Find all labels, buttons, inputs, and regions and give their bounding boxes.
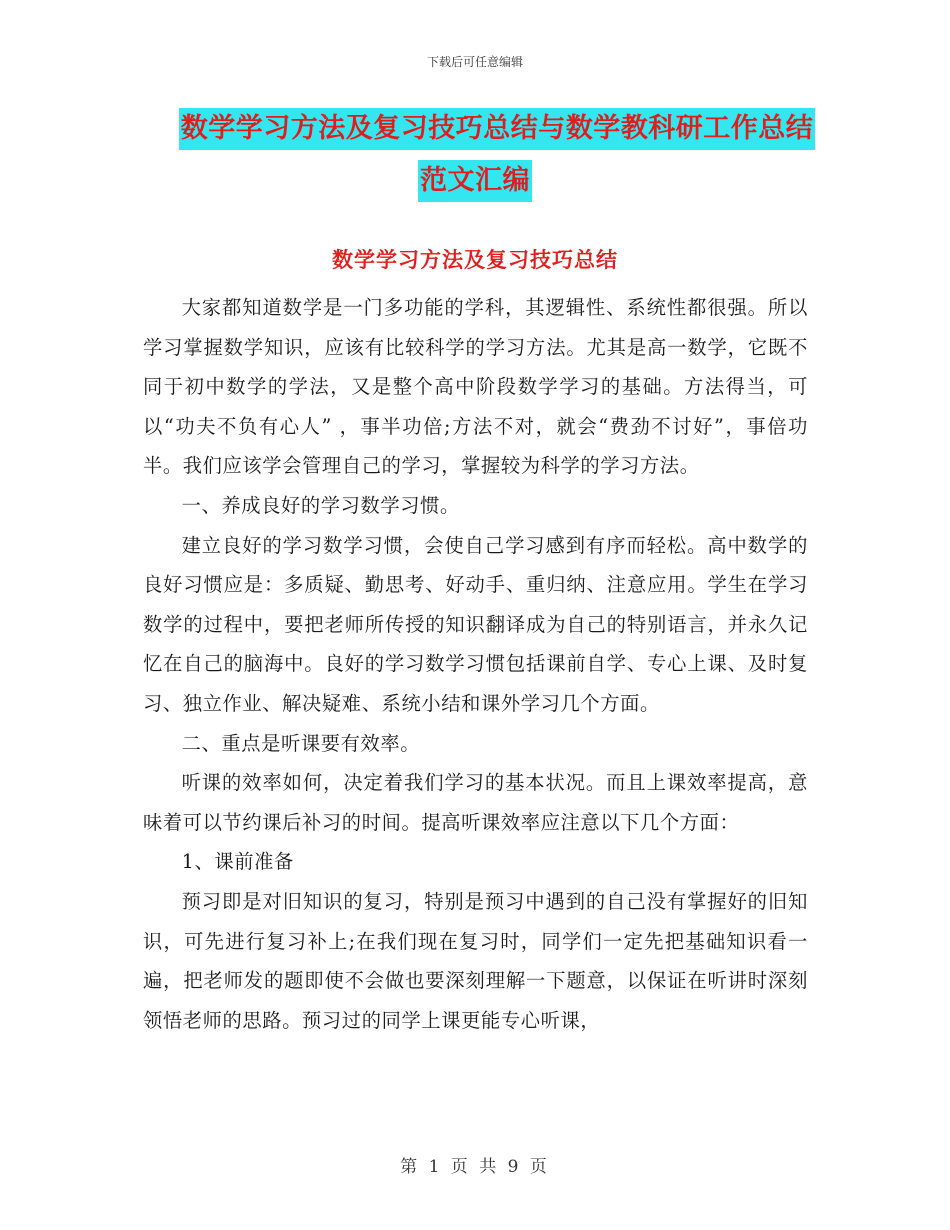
paragraph-habits: 建立良好的学习数学习惯，会使自己学习感到有序而轻松。高中数学的良好习惯应是：多质疑、勤思考、好动手、重归纳、注意应用。学生在学习数学的过程中，要把老师所传授的知识翻译成为自己的特别语言，并永久记忆在自己的脑海中。良好的学习数学习惯包括课前自学、专心上课、及时复习、独立作业、解决疑难、系统小结和课外学习几个方面。 [143,533,808,715]
title-line-2: 范文汇编 [418,160,532,202]
document-title [0,108,950,202]
page-footer: 第 1 页 共 9 页 [400,1157,550,1177]
document-body [143,288,808,1040]
paragraph-intro: 大家都知道数学是一门多功能的学科，其逻辑性、系统性都很强。所以学习掌握数学知识，应该有比较科学的学习方法。尤其是高一数学，它既不同于初中数学的学法，又是整个高中阶段数学学习的基础。方法得当，可以“功夫不负有心人” ，事半功倍;方法不对，就会“费劲不讨好”，事倍功半。我们应该学会管理自己的学习，掌握较为科学的学习方法。 [143,296,808,478]
paragraph-preparation: 预习即是对旧知识的复习，特别是预习中遇到的自己没有掌握好的旧知识，可先进行复习补上;在我们现在复习时，同学们一定先把基础知识看一遍，把老师发的题即使不会做也要深刻理解一下题意，以保证在听讲时深刻领悟老师的思路。预习过的同学上课更能专心听课， [143,889,808,1032]
title-line-1: 数学学习方法及复习技巧总结与数学教科研工作总结 [179,108,816,150]
section-title: 数学学习方法及复习技巧总结 [332,248,618,272]
heading-habits: 一、养成良好的学习数学习惯。 [181,493,460,517]
paragraph-listening: 听课的效率如何，决定着我们学习的基本状况。而且上课效率提高，意味着可以节约课后补习的时间。提高听课效率应注意以下几个方面： [143,771,808,834]
heading-listening: 二、重点是听课要有效率。 [181,731,421,755]
page-header-note: 下载后可任意编辑 [426,55,523,69]
heading-preparation: 1、课前准备 [181,850,294,874]
